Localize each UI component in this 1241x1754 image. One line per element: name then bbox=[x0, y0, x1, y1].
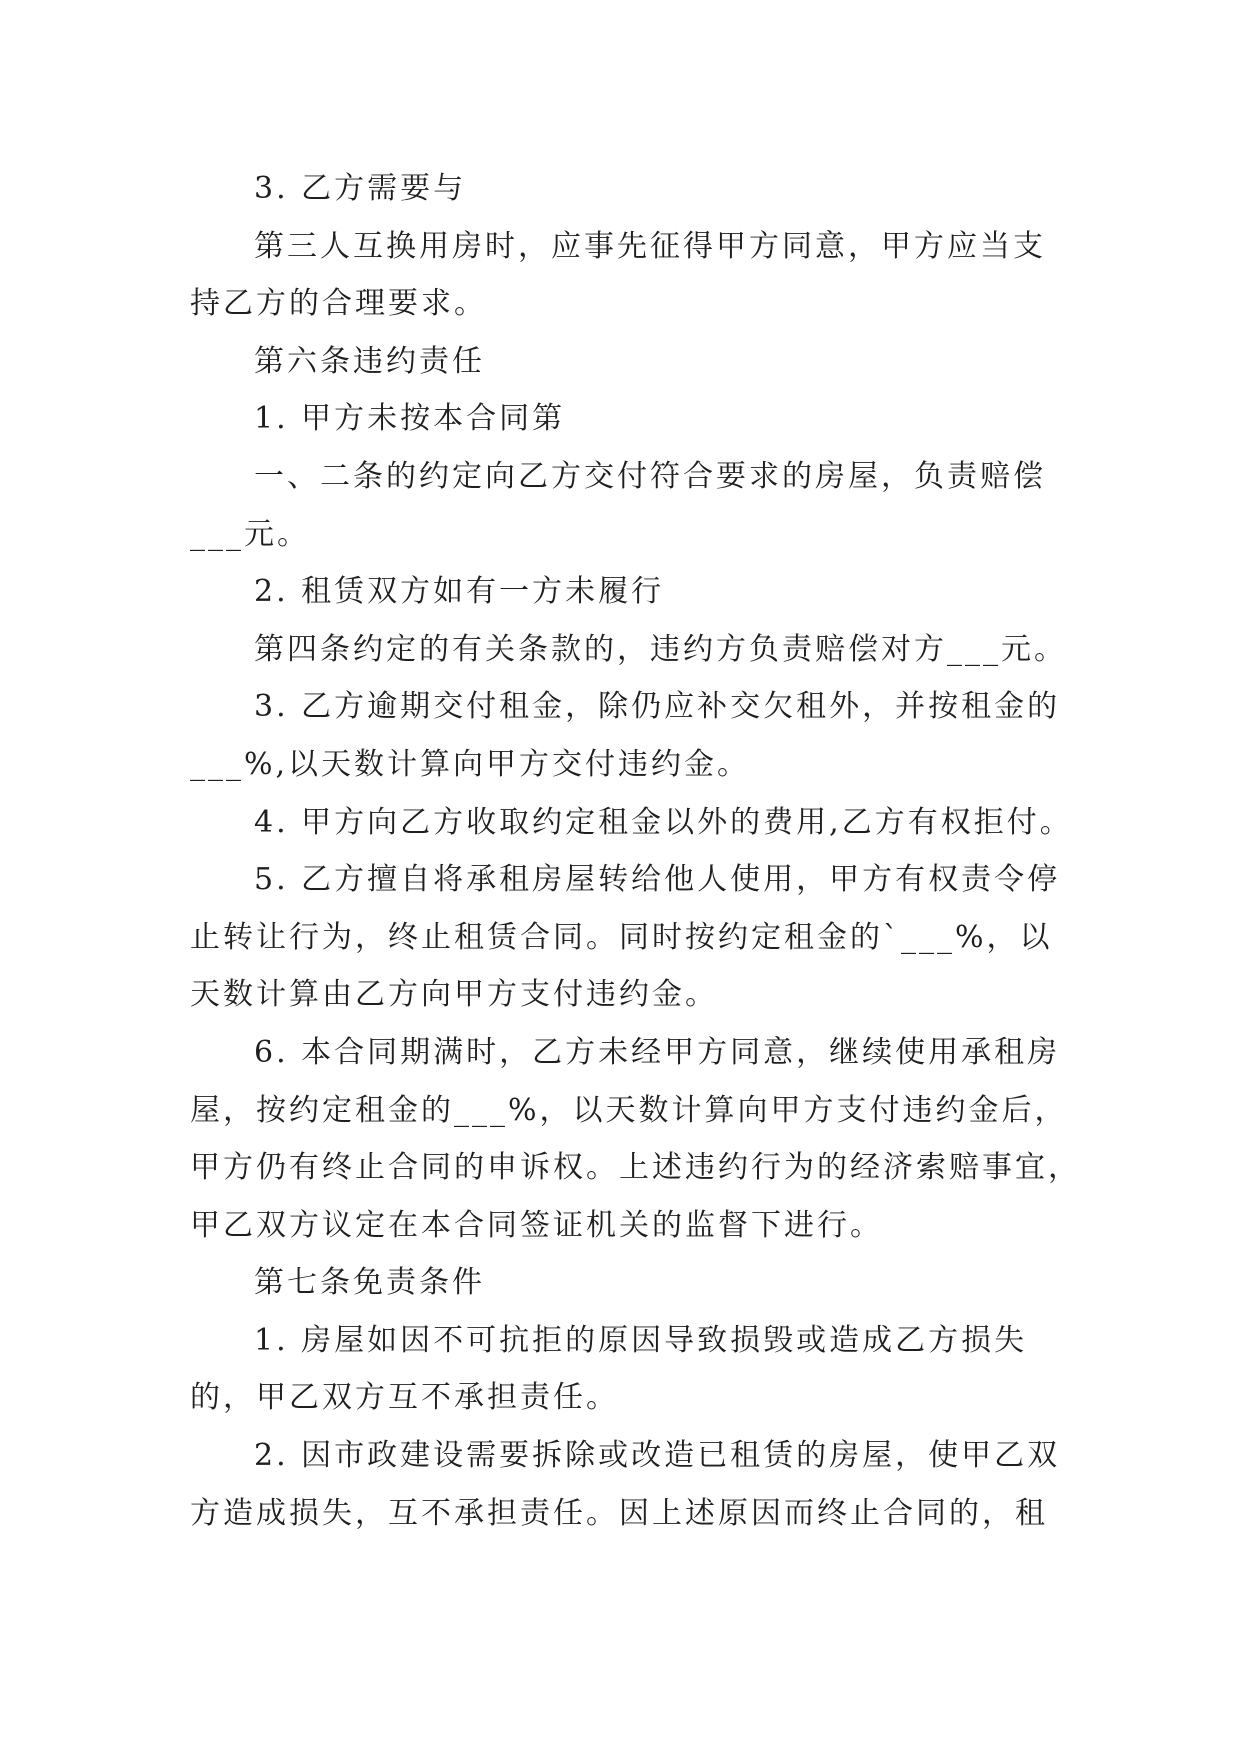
paragraph-line: 一、二条的约定向乙方交付符合要求的房屋，负责赔偿 bbox=[254, 458, 1046, 494]
paragraph-line: 第三人互换用房时，应事先征得甲方同意，甲方应当支 bbox=[254, 228, 1046, 264]
paragraph-line: 屋，按约定租金的___%，以天数计算向甲方支付违约金后， bbox=[190, 1092, 1068, 1128]
paragraph-line: 1. 房屋如因不可抗拒的原因导致损毁或造成乙方损失 bbox=[254, 1322, 1028, 1358]
paragraph-line: 3. 乙方逾期交付租金，除仍应补交欠租外，并按租金的 bbox=[254, 689, 1061, 725]
paragraph-line: 持乙方的合理要求。 bbox=[190, 286, 487, 322]
paragraph-line: ___元。 bbox=[190, 516, 310, 552]
paragraph-line: 2. 租赁双方如有一方未履行 bbox=[254, 574, 665, 610]
paragraph-line: 1. 甲方未按本合同第 bbox=[254, 401, 566, 437]
paragraph-line: 方造成损失，互不承担责任。因上述原因而终止合同的，租 bbox=[190, 1495, 1048, 1531]
section-heading: 第六条违约责任 bbox=[254, 343, 485, 379]
paragraph-line: 甲方仍有终止合同的申诉权。上述违约行为的经济索赔事宜， bbox=[190, 1150, 1081, 1186]
paragraph-line: 第四条约定的有关条款的，违约方负责赔偿对方___元。 bbox=[254, 631, 1067, 667]
paragraph-line: 3. 乙方需要与 bbox=[254, 171, 467, 206]
paragraph-line: 4. 甲方向乙方收取约定租金以外的费用,乙方有权拒付。 bbox=[254, 804, 1073, 840]
section-heading: 第七条免责条件 bbox=[254, 1265, 485, 1301]
paragraph-line: 甲乙双方议定在本合同签证机关的监督下进行。 bbox=[190, 1207, 883, 1243]
paragraph-line: 5. 乙方擅自将承租房屋转给他人使用，甲方有权责令停 bbox=[254, 862, 1061, 898]
paragraph-line: 天数计算由乙方向甲方支付违约金。 bbox=[190, 977, 718, 1013]
document-body bbox=[190, 160, 1081, 1542]
paragraph-line: 2. 因市政建设需要拆除或改造已租赁的房屋，使甲乙双 bbox=[254, 1438, 1061, 1474]
paragraph-line: 的，甲乙双方互不承担责任。 bbox=[190, 1380, 619, 1416]
paragraph-line: 止转让行为，终止租赁合同。同时按约定租金的`___%，以 bbox=[190, 919, 1053, 955]
paragraph-line: ___%,以天数计算向甲方交付违约金。 bbox=[190, 746, 751, 782]
paragraph-line: 6. 本合同期满时，乙方未经甲方同意，继续使用承租房 bbox=[254, 1034, 1061, 1070]
